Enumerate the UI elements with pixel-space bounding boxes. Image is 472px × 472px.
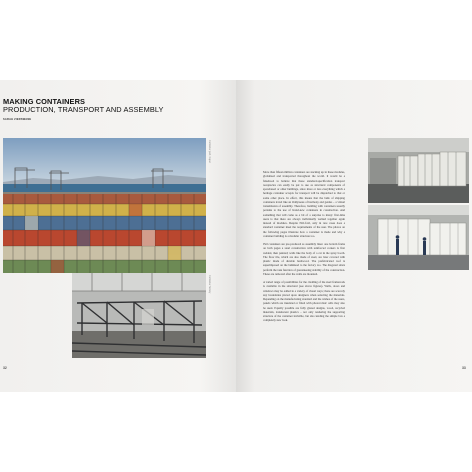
factory-illustration (72, 273, 206, 358)
container-port-photo (3, 138, 206, 273)
assembly-top-illustration (368, 138, 469, 203)
assembly-bottom-illustration (368, 205, 469, 270)
article-body (263, 170, 345, 327)
left-page (0, 80, 236, 392)
body-paragraph: More than fifteen million containers are stacking up in these modules, globalised and transported throughout the world. It would be a falsehood to believe that these standard-specification transport receptacles can easily be put to use as structural components of spacebased or other buildings, since more or less everything which a heritage container accepts for transport will be dispatched to that or some other place. In effect, this means that the bulk of shipping containers travel like an Oddysseus of harmony and genius – a virtual transmission of assembly. Therefore, building with containers usually pertains to the use of brand-new containers in construction. And something that will come as a bit of a surprise to many: first-time users is that there are always individually welded together again instead of modules. Despite ISO-fold, only in rare cases does a standard container meet the requirements of the user. The photos on the following pages illustrate how a container is made and why a container building is a modular structure too. (263, 170, 345, 238)
factory-caption: Container factory (208, 275, 211, 294)
chapter-title: MAKING CONTAINERS (3, 97, 86, 106)
book-spread (0, 80, 472, 392)
container-assembly-photo-top (368, 138, 469, 203)
container-assembly-photo-bottom (368, 205, 469, 270)
body-paragraph: A varied range of possibilities for the cladding of the steel framework is available in the structural (see above figures). Walls, doors and windows may be added in a variety of visual ways; there are scarcely any boundaries placed upon designers when selecting the materials. Depending on the manufacturing standard and the wishes of the users, panels which are insulated or fitted with photovoltaic cells may also be used. Equally possible are fully glazed designs, wood, recycled materials, translucent plastics – not only rendering the supporting structure of the container invisible, but also lending the simple box a completely new look. (263, 280, 345, 323)
right-page-number: 33 (462, 366, 466, 370)
factory-photo (72, 273, 206, 358)
port-caption: Container port, Koper (208, 140, 211, 163)
chapter-subtitle: PRODUCTION, TRANSPORT AND ASSEMBLY (3, 105, 164, 114)
container-port-illustration (3, 138, 206, 273)
left-page-number: 32 (3, 366, 7, 370)
body-paragraph: ISO containers are pre-produced as assembly lines: one bottom frame on both pages a steel construction with reinforced corners is first welded, then painted; walls like the body of a car in the spray booth. The floor tile, which are also made of steel, are later covered with plastic made of durable hardwood. The prefabricated roof is superimposed on the bulkhead to the factory too. The diagonal struts perform the task function of guaranteeing stability of the construction. These are removed after the walls are mounted. (263, 242, 345, 276)
author-name: SARAH ZIERSWANE (3, 118, 32, 121)
